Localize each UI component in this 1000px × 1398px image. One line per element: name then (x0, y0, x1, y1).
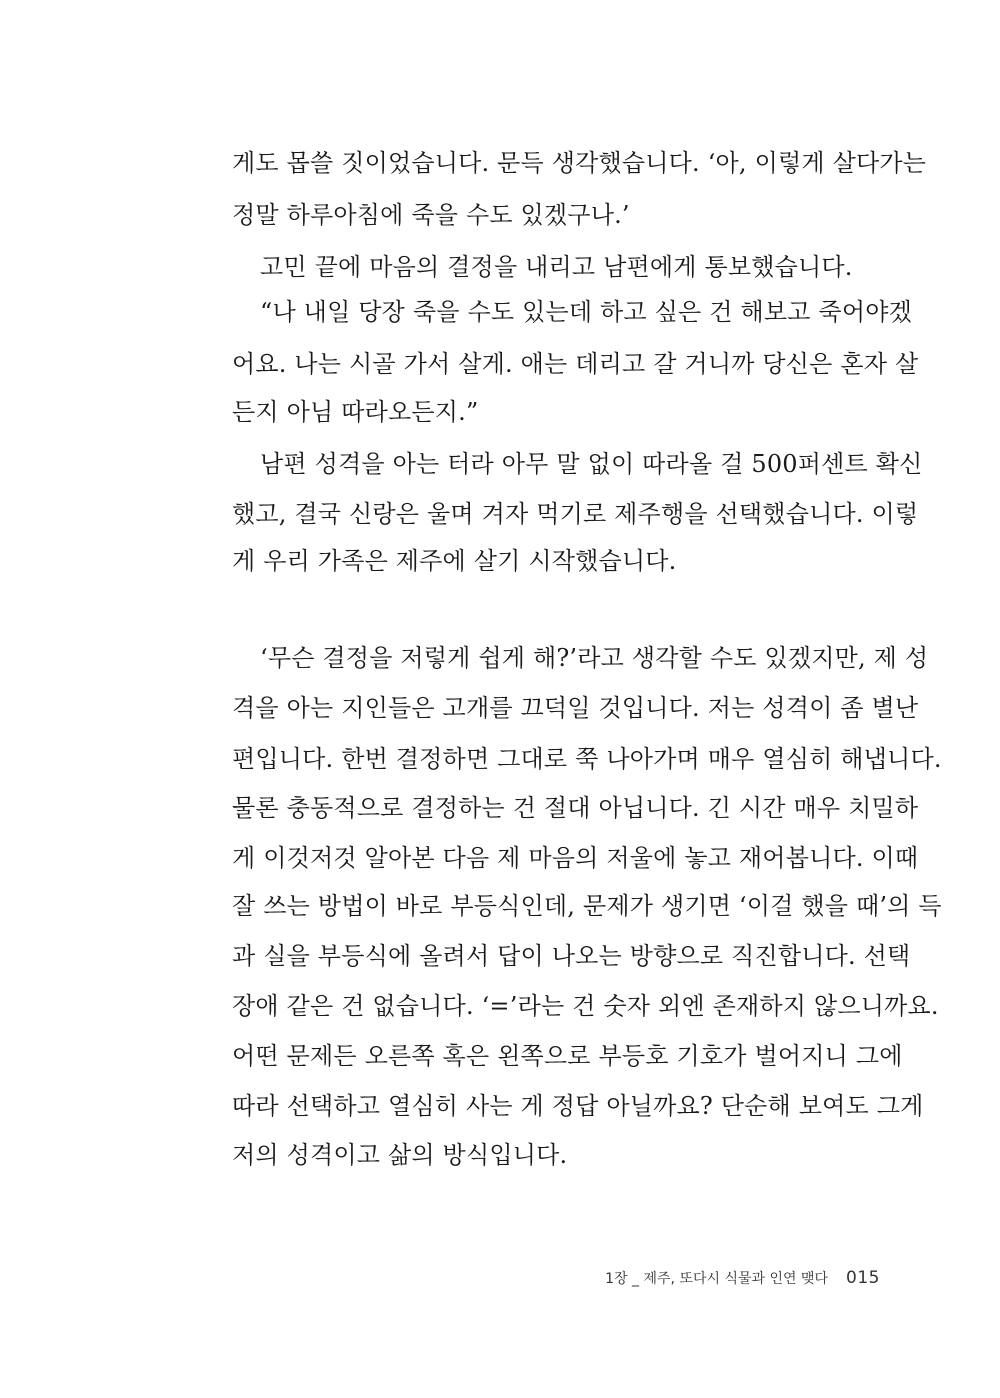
text-line: 든지 아님 따라오든지.” (232, 398, 479, 426)
chapter-title: 1장 _ 제주, 또다시 식물과 인연 맺다 (605, 1271, 829, 1287)
text-line: 격을 아는 지인들은 고개를 끄덕일 것입니다. 저는 성격이 좀 별난 (232, 694, 919, 722)
text-line: 장애 같은 건 없습니다. ‘=’라는 건 숫자 외엔 존재하지 않으니까요. (232, 992, 939, 1020)
text-line: 게 우리 가족은 제주에 살기 시작했습니다. (232, 547, 677, 575)
text-line: 잘 쓰는 방법이 바로 부등식인데, 문제가 생기면 ‘이걸 했을 때’의 득 (232, 892, 942, 920)
text-line: “나 내일 당장 죽을 수도 있는데 하고 싶은 건 해보고 죽어야겠 (260, 298, 912, 326)
text-line: 남편 성격을 아는 터라 아무 말 없이 따라올 걸 500퍼센트 확신 (260, 450, 923, 478)
text-line: 고민 끝에 마음의 결정을 내리고 남편에게 통보했습니다. (260, 253, 853, 281)
page-number: 015 (846, 1268, 880, 1288)
text-line: 어떤 문제든 오른쪽 혹은 왼쪽으로 부등호 기호가 벌어지니 그에 (232, 1042, 903, 1070)
text-line: ‘무슨 결정을 저렇게 쉽게 해?’라고 생각할 수도 있겠지만, 제 성 (260, 644, 929, 672)
text-line: 했고, 결국 신랑은 울며 겨자 먹기로 제주행을 선택했습니다. 이렇 (232, 500, 919, 528)
text-line: 과 실을 부등식에 올려서 답이 나오는 방향으로 직진합니다. 선택 (232, 942, 911, 970)
page-footer (600, 1268, 880, 1292)
text-line: 따라 선택하고 열심히 사는 게 정답 아닐까요? 단순해 보여도 그게 (232, 1092, 924, 1120)
text-line: 어요. 나는 시골 가서 살게. 애는 데리고 갈 거니까 당신은 혼자 살 (232, 350, 919, 378)
text-line: 게도 몹쓸 짓이었습니다. 문득 생각했습니다. ‘아, 이렇게 살다가는 (232, 149, 927, 177)
text-line: 정말 하루아침에 죽을 수도 있겠구나.’ (232, 201, 630, 229)
text-line: 게 이것저것 알아본 다음 제 마음의 저울에 놓고 재어봅니다. 이때 (232, 844, 919, 872)
text-line: 편입니다. 한번 결정하면 그대로 쭉 나아가며 매우 열심히 해냅니다. (232, 745, 942, 773)
text-line: 물론 충동적으로 결정하는 건 절대 아닙니다. 긴 시간 매우 치밀하 (232, 794, 919, 822)
text-line: 저의 성격이고 삶의 방식입니다. (232, 1141, 568, 1169)
